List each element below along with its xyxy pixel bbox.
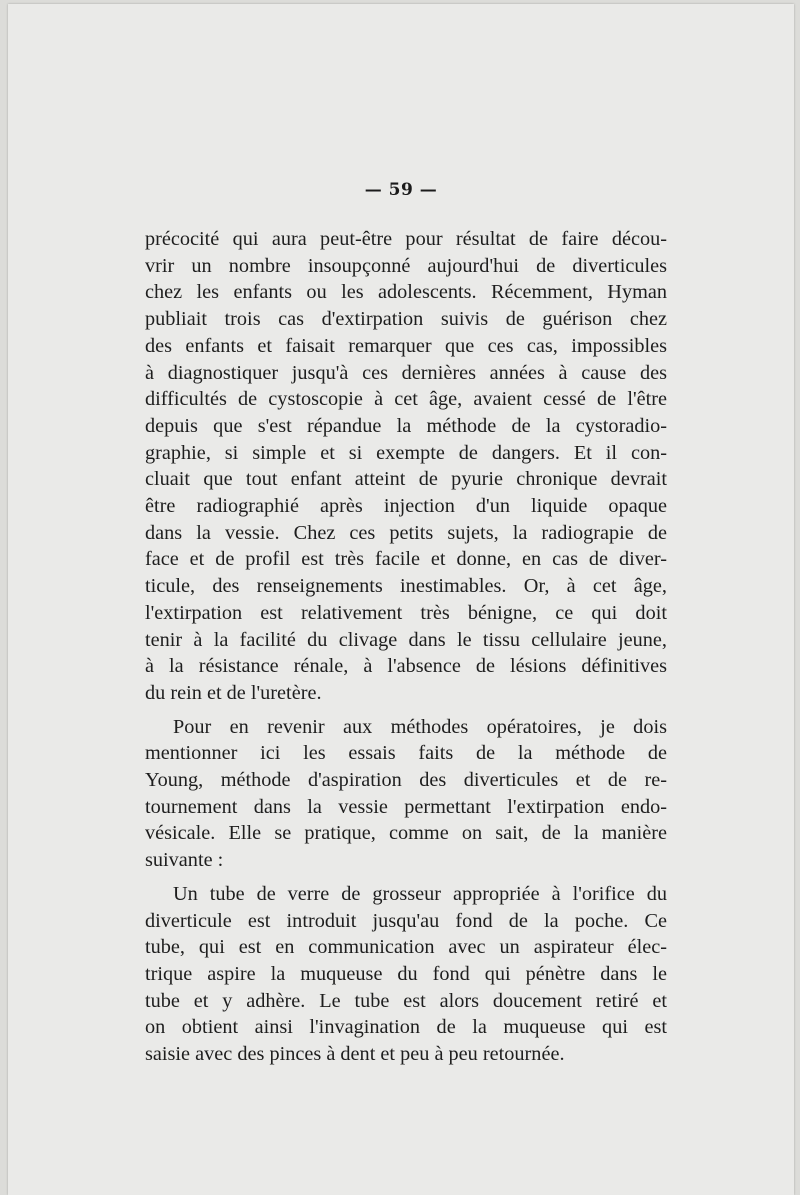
text-line: chez les enfants ou les adolescents. Récemment, Hyman <box>145 281 667 304</box>
text-line: tube et y adhère. Le tube est alors doucement retiré et <box>145 989 667 1012</box>
text-line: trique aspire la muqueuse du fond qui pénètre dans le <box>145 962 667 985</box>
text-line: face et de profil est très facile et donne, en cas de diver- <box>145 548 667 571</box>
text-line: être radiographié après injection d'un liquide opaque <box>145 495 667 518</box>
text-line: l'extirpation est relativement très bénigne, ce qui doit <box>145 601 667 624</box>
text-line: on obtient ainsi l'invagination de la muqueuse qui est <box>145 1016 667 1039</box>
text-line: depuis que s'est répandue la méthode de la cystoradio- <box>145 414 667 437</box>
text-line: ticule, des renseignements inestimables. Or, à cet âge, <box>145 575 667 598</box>
paragraph-2 <box>145 714 667 874</box>
text-line: diverticule est introduit jusqu'au fond de la poche. Ce <box>145 909 667 932</box>
text-line: dans la vessie. Chez ces petits sujets, la radiograpie de <box>145 521 667 544</box>
text-line: difficultés de cystoscopie à cet âge, avaient cessé de l'être <box>145 388 667 411</box>
text-line: saisie avec des pinces à dent et peu à peu retournée. <box>145 1043 565 1066</box>
paragraph-3 <box>145 881 667 1068</box>
text-line: graphie, si simple et si exempte de dangers. Et il con- <box>145 441 667 464</box>
text-line: à la résistance rénale, à l'absence de lésions définitives <box>145 655 667 678</box>
text-line: des enfants et faisait remarquer que ces cas, impossibles <box>145 334 667 357</box>
text-line: tenir à la facilité du clivage dans le tissu cellulaire jeune, <box>145 628 667 651</box>
text-line: à diagnostiquer jusqu'à ces dernières années à cause des <box>145 361 667 384</box>
text-line: cluait que tout enfant atteint de pyurie chronique devrait <box>145 468 667 491</box>
text-line: du rein et de l'uretère. <box>145 681 322 704</box>
text-line: publiait trois cas d'extirpation suivis de guérison chez <box>145 308 667 331</box>
paragraph-1 <box>145 226 667 707</box>
text-line: Pour en revenir aux méthodes opératoires, je dois <box>173 715 667 738</box>
text-line: Un tube de verre de grosseur appropriée à l'orifice du <box>173 882 667 905</box>
document-page <box>8 4 794 1195</box>
text-line: précocité qui aura peut-être pour résultat de faire décou- <box>145 228 667 250</box>
text-line: tournement dans la vessie permettant l'extirpation endo- <box>145 795 667 818</box>
page-number: — 59 — <box>364 180 438 200</box>
text-line: suivante : <box>145 849 224 872</box>
text-line: vésicale. Elle se pratique, comme on sait, de la manière <box>145 822 667 845</box>
text-line: mentionner ici les essais faits de la méthode de <box>145 742 667 765</box>
text-line: tube, qui est en communication avec un aspirateur élec- <box>145 936 667 959</box>
body-text <box>145 226 667 1068</box>
text-line: Young, méthode d'aspiration des diverticules et de re- <box>145 769 667 792</box>
text-line: vrir un nombre insoupçonné aujourd'hui de diverticules <box>145 254 667 277</box>
